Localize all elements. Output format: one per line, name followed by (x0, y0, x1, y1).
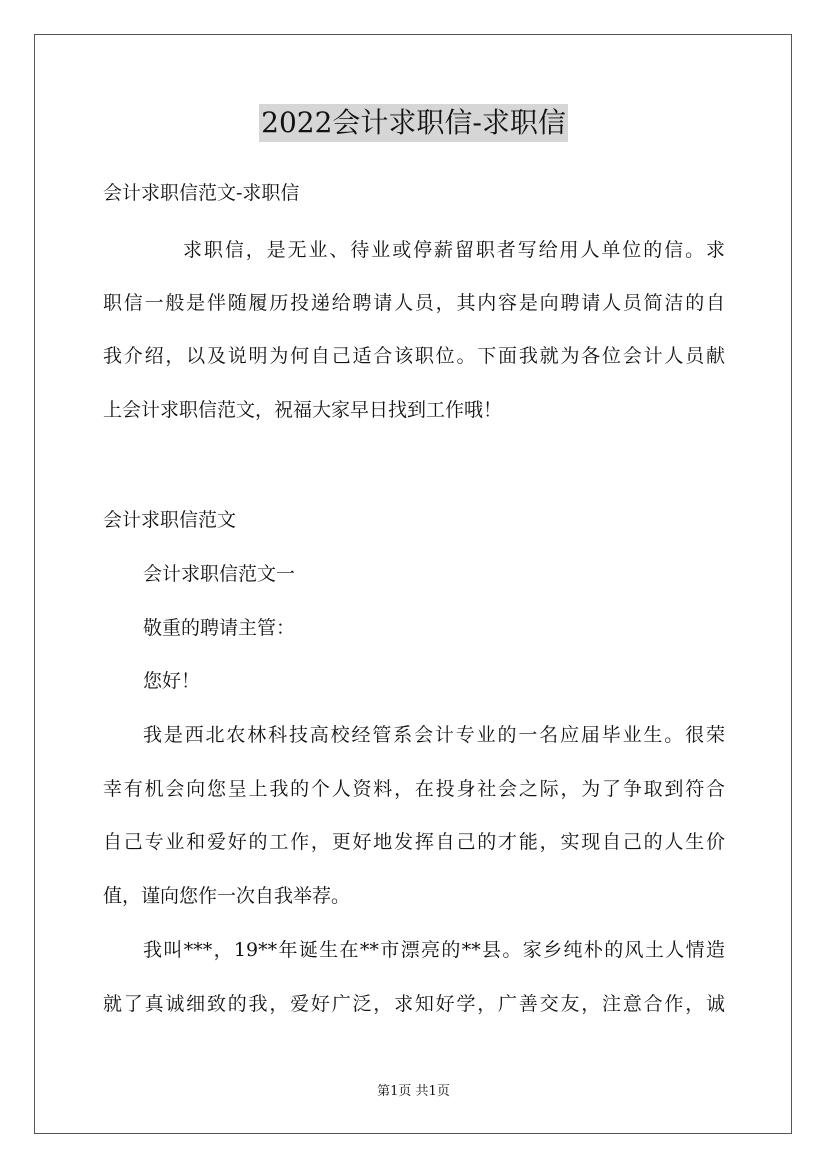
paragraph2-line-2: 就了真诚细致的我，爱好广泛，求知好学，广善交友，注意合作，诚 (103, 993, 725, 1015)
paragraph1-line-3: 自己专业和爱好的工作，更好地发挥自己的才能，实现自己的人生价 (103, 831, 725, 853)
intro-line-1: 求职信，是无业、待业或停薪留职者写给用人单位的信。求 (183, 239, 725, 261)
document-title: 2022会计求职信-求职信 (259, 104, 568, 142)
paragraph2-line-1: 我叫***，19**年诞生在**市漂亮的**县。家乡纯朴的风土人情造 (143, 939, 725, 961)
document-subtitle: 会计求职信范文-求职信 (103, 182, 300, 204)
salutation: 敬重的聘请主管： (143, 617, 296, 639)
intro-line-4: 上会计求职信范文，祝福大家早日找到工作哦！ (103, 399, 503, 421)
intro-line-2: 职信一般是伴随履历投递给聘请人员，其内容是向聘请人员简洁的自 (103, 292, 725, 314)
title-container (0, 104, 827, 142)
intro-line-3: 我介绍，以及说明为何自己适合该职位。下面我就为各位会计人员献 (103, 345, 725, 367)
paragraph1-line-1: 我是西北农林科技高校经管系会计专业的一名应届毕业生。很荣 (143, 724, 725, 746)
sample-heading: 会计求职信范文一 (143, 563, 296, 585)
section-heading: 会计求职信范文 (103, 509, 237, 531)
paragraph1-line-4: 值，谨向您作一次自我举荐。 (103, 885, 351, 907)
paragraph1-line-2: 幸有机会向您呈上我的个人资料，在投身社会之际，为了争取到符合 (103, 778, 725, 800)
greeting: 您好！ (143, 670, 201, 692)
page-footer: 第1页 共1页 (377, 1084, 450, 1099)
